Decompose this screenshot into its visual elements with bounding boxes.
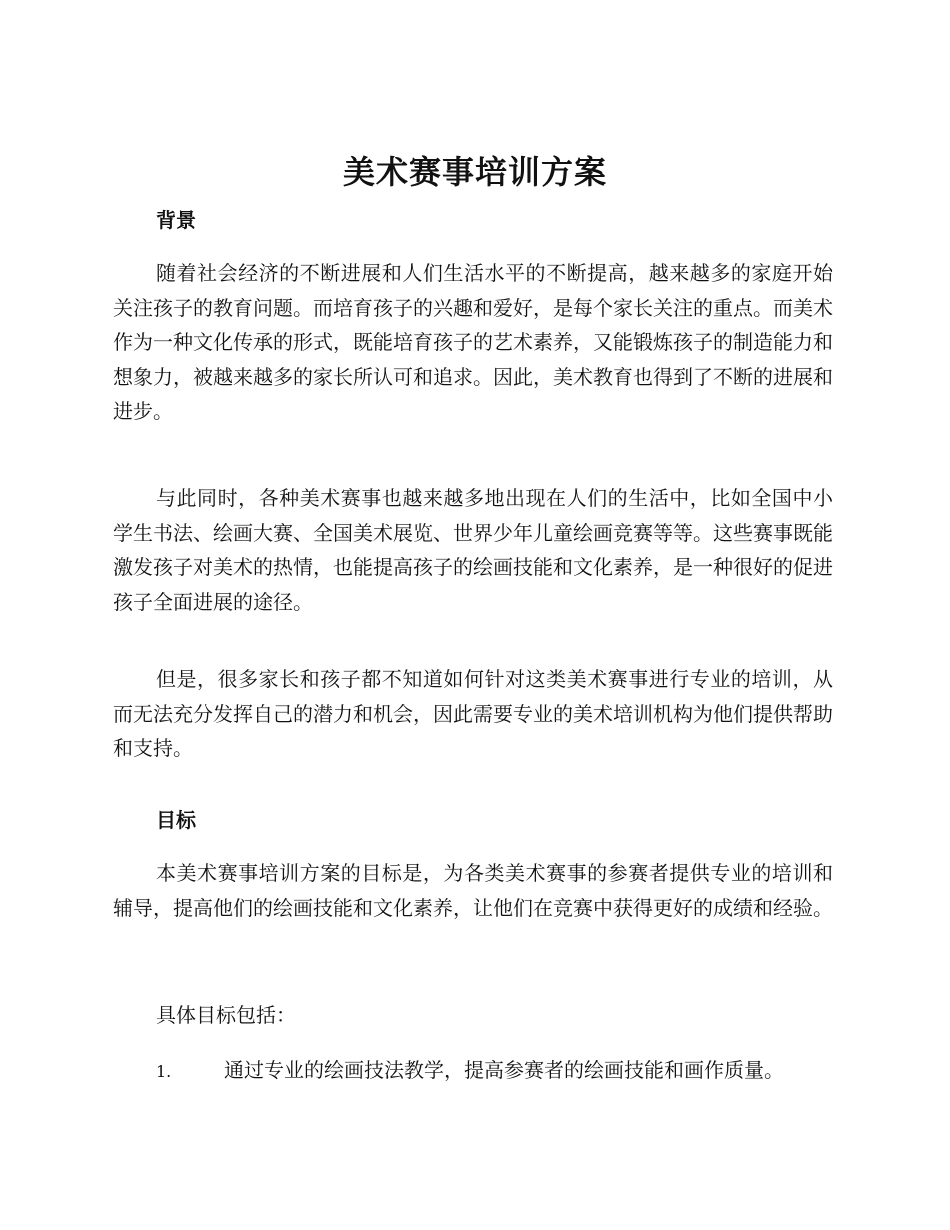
section-heading-background: 背景: [156, 208, 196, 232]
paragraph: 但是，很多家长和孩子都不知道如何针对这类美术赛事进行专业的培训，从而无法充分发挥自己的潜力和机会，因此需要专业的美术培训机构为他们提供帮助和支持。: [113, 667, 833, 760]
document-title: 美术赛事培训方案: [342, 153, 607, 191]
paragraph: 具体目标包括：: [156, 1003, 296, 1027]
list-item-text: 通过专业的绘画技法教学，提高参赛者的绘画技能和画作质量。: [224, 1058, 784, 1082]
section-heading-goals: 目标: [156, 808, 196, 832]
paragraph: 与此同时，各种美术赛事也越来越多地出现在人们的生活中，比如全国中小学生书法、绘画大赛、全国美术展览、世界少年儿童绘画竞赛等等。这些赛事既能激发孩子对美术的热情，也能提高孩子的绘画技能和文化素养，是一种很好的促进孩子全面进展的途径。: [113, 486, 833, 614]
paragraph: 随着社会经济的不断进展和人们生活水平的不断提高，越来越多的家庭开始关注孩子的教育问题。而培育孩子的兴趣和爱好，是每个家长关注的重点。而美术作为一种文化传承的形式，既能培育孩子的艺术素养，又能锻炼孩子的制造能力和想象力，被越来越多的家长所认可和追求。因此，美术教育也得到了不断的进展和进步。: [113, 261, 833, 423]
list-item: [156, 1053, 846, 1089]
paragraph: 本美术赛事培训方案的目标是，为各类美术赛事的参赛者提供专业的培训和辅导，提高他们的绘画技能和文化素养，让他们在竞赛中获得更好的成绩和经验。: [113, 861, 833, 920]
list-item-number: 1.: [156, 1062, 172, 1081]
